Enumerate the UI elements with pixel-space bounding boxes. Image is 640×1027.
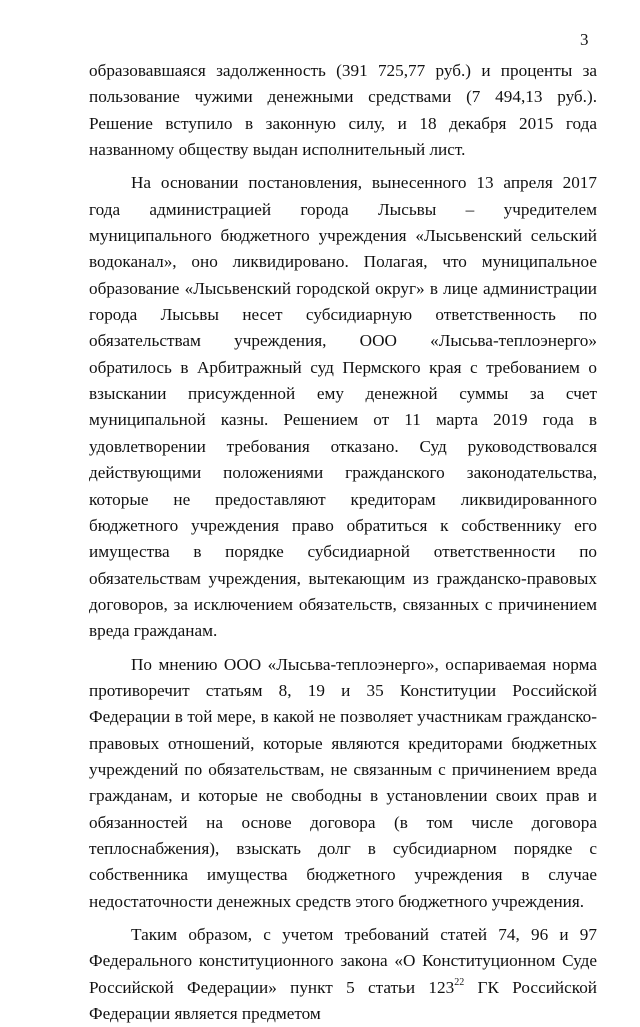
paragraph-4 (89, 922, 597, 1027)
paragraph-4-text-after: ГК Российской Федерации является предметом (89, 977, 597, 1024)
paragraph-4-text-before: Таким образом, с учетом требований статей 74, 96 и 97 Федерального конституционного закона «О Конституционном Суде Российской Федерации» пункт 5 статьи 123 (89, 925, 597, 997)
paragraph-2: На основании постановления, вынесенного 13 апреля 2017 года администрацией города Лысьвы – учредителем муниципального бюджетного учреждения «Лысьвенский сельский водоканал», оно ликвидировано. Полагая, что муниципальное образование «Лысьвенский городской округ» в лице администрации города Лысьвы несет субсидиарную ответственность по обязательствам учреждения, ООО «Лысьва-теплоэнерго» обратилось в Арбитражный суд Пермского края с требованием о взыскании присужденной ему денежной суммы за счет муниципальной казны. Решением от 11 марта 2019 года в удовлетворении требования отказано. Суд руководствовался действующими положениями гражданского законодательства, которые не предоставляют кредиторам ликвидированного бюджетного учреждения право обратиться к собственнику его имущества в порядке субсидиарной ответственности по обязательствам учреждения, вытекающим из гражданско-правовых договоров, за исключением обязательств, связанных с причинением вреда гражданам. (89, 173, 597, 641)
paragraph-3: По мнению ООО «Лысьва-теплоэнерго», оспариваемая норма противоречит статьям 8, 19 и 35 Конституции Российской Федерации в той мере, в какой не позволяет участникам гражданско-правовых отношений, которые являются кредиторами бюджетных учреждений по обязательствам, не связанным с причинением вреда гражданам, и которые не свободны в установлении своих прав и обязанностей на основе договора (в том числе договора теплоснабжения), взыскать долг в субсидиарном порядке с собственника имущества бюджетного учреждения в случае недостаточности денежных средств этого бюджетного учреждения. (89, 654, 597, 911)
paragraph-1: образовавшаяся задолженность (391 725,77 руб.) и проценты за пользование чужими денежными средствами (7 494,13 руб.). Решение вступило в законную силу, и 18 декабря 2015 года названному обществу выдан исполнительный лист. (89, 61, 597, 160)
page-number: 3 (580, 30, 589, 49)
document-body (89, 58, 597, 1027)
paragraph-4-superscript: 22 (454, 976, 465, 988)
